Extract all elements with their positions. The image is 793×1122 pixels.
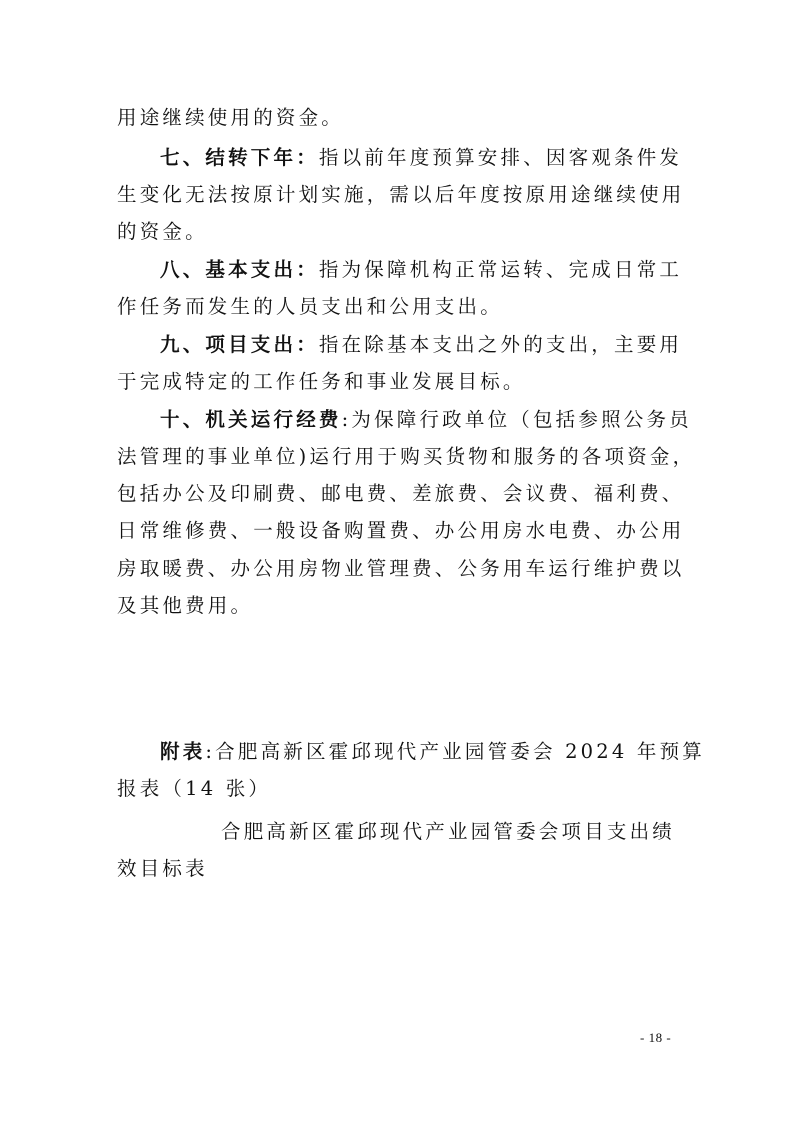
term-heading-10: 十、机关运行经费 <box>160 408 342 431</box>
term-definition: 指在除基本支出之外的支出，主要用 <box>318 333 683 356</box>
attachment-text: 效目标表 <box>117 857 208 880</box>
term-heading-9: 九、项目支出： <box>160 333 319 356</box>
text-line <box>117 104 677 132</box>
text-line <box>117 181 685 209</box>
paragraph-continuation: 用途继续使用的资金。 <box>117 106 345 129</box>
text-line <box>117 218 677 246</box>
term-definition: 指为保障机构正常运转、完成日常工 <box>318 258 683 281</box>
term-definition: 作任务而发生的人员支出和公用支出。 <box>117 295 503 318</box>
text-line <box>221 818 681 846</box>
term-heading-8: 八、基本支出： <box>160 258 319 281</box>
term-definition: 包括办公及印刷费、邮电费、差旅费、会议费、福利费、 <box>117 482 685 505</box>
term-definition: :为保障行政单位（包括参照公务员 <box>341 408 692 431</box>
text-line <box>117 517 685 545</box>
text-line <box>117 855 677 883</box>
term-definition: 于完成特定的工作任务和事业发展目标。 <box>117 370 526 393</box>
term-definition: 日常维修费、一般设备购置费、办公用房水电费、办公用 <box>117 519 685 542</box>
text-line <box>117 775 677 803</box>
text-line <box>160 144 720 172</box>
text-line <box>160 331 720 359</box>
term-definition: 法管理的事业单位)运行用于购买货物和服务的各项资金， <box>117 445 696 468</box>
term-definition: 生变化无法按原计划实施，需以后年度按原用途继续使用 <box>117 183 685 206</box>
text-line <box>117 592 677 620</box>
attachment-heading: 附表 <box>160 740 206 763</box>
text-line <box>117 293 677 321</box>
attachment-text: :合肥高新区霍邱现代产业园管委会 2024 年预算 <box>205 740 705 763</box>
attachment-text: 合肥高新区霍邱现代产业园管委会项目支出绩 <box>221 820 676 843</box>
term-definition: 及其他费用。 <box>117 594 254 617</box>
text-line <box>117 480 685 508</box>
text-line <box>160 256 720 284</box>
text-line <box>160 738 720 766</box>
page-number: - 18 - <box>640 1030 672 1045</box>
text-line <box>117 443 696 471</box>
term-definition: 的资金。 <box>117 220 208 243</box>
term-heading-7: 七、结转下年： <box>160 146 319 169</box>
term-definition: 房取暖费、办公用房物业管理费、公务用车运行维护费以 <box>117 557 685 580</box>
text-line <box>117 555 685 583</box>
text-line <box>160 406 720 434</box>
term-definition: 指以前年度预算安排、因客观条件发 <box>318 146 683 169</box>
text-line <box>117 368 677 396</box>
attachment-text: 报表（14 张） <box>117 777 272 800</box>
